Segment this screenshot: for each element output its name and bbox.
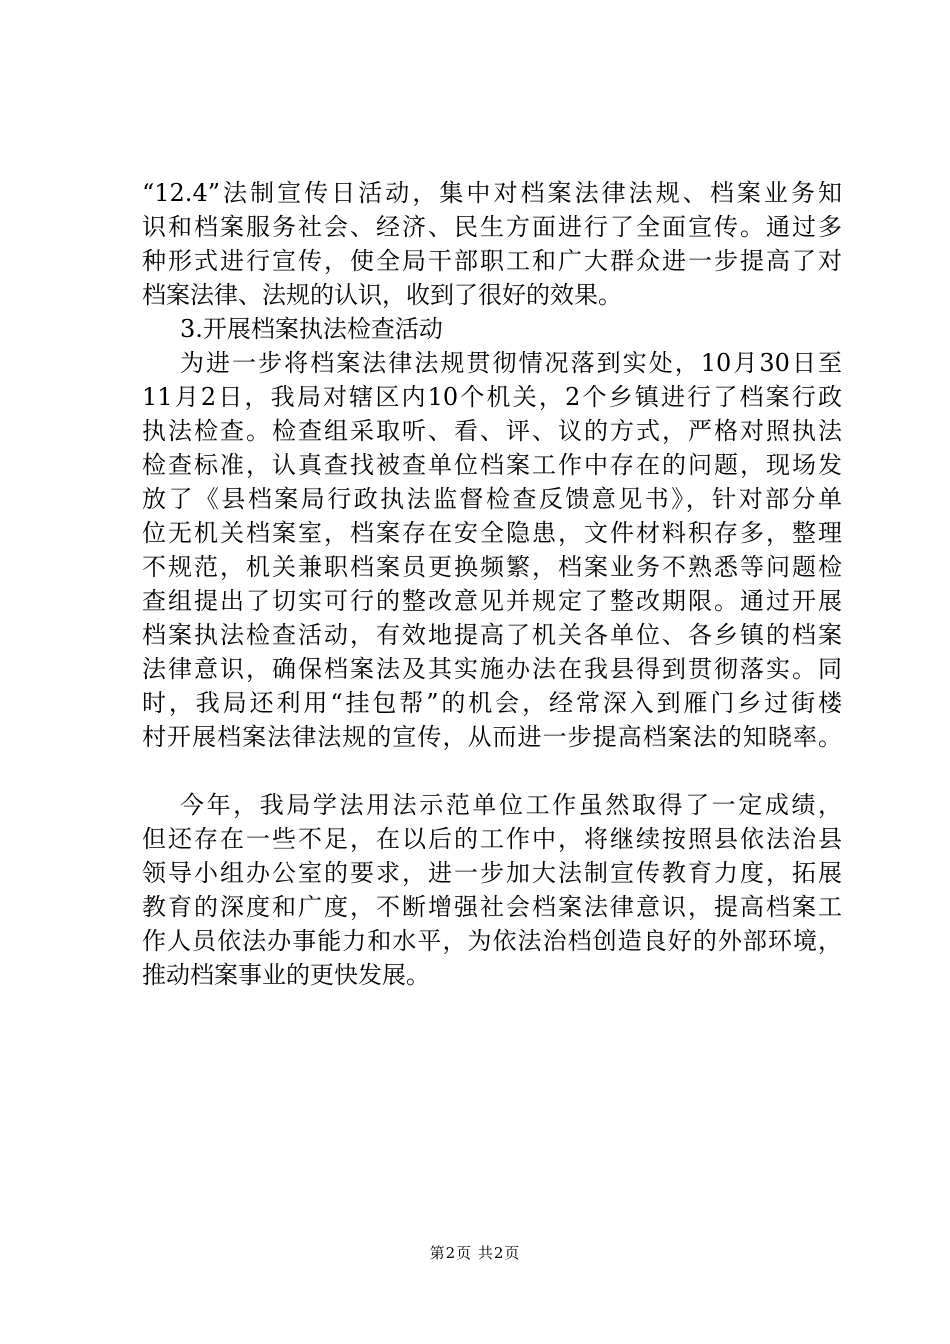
para2-line-6: 位无机关档案室，档案存在安全隐患，文件材料积存多，整理	[142, 519, 842, 547]
para2-line-12: 村开展档案法律法规的宣传，从而进一步提高档案法的知晓率。	[142, 723, 842, 751]
para2-line-1: 为进一步将档案法律法规贯彻情况落到实处，10月30日至	[180, 349, 842, 377]
para2-line-11: 时，我局还利用“挂包帮”的机会，经常深入到雁门乡过街楼	[142, 689, 842, 717]
para1-line-3: 种形式进行宣传，使全局干部职工和广大群众进一步提高了对	[142, 247, 842, 275]
para3-line-6: 推动档案事业的更快发展。	[142, 961, 430, 989]
section-heading-3: 3.开展档案执法检查活动	[180, 315, 443, 343]
page-footer: 第2页 共2页	[429, 1244, 521, 1262]
para1-line-4: 档案法律、法规的认识，收到了很好的效果。	[142, 281, 622, 309]
para3-line-5: 作人员依法办事能力和水平，为依法治档创造良好的外部环境，	[142, 927, 842, 955]
para3-line-2: 但还存在一些不足，在以后的工作中，将继续按照县依法治县	[142, 825, 842, 853]
para2-line-8: 查组提出了切实可行的整改意见并规定了整改期限。通过开展	[142, 587, 842, 615]
para3-line-4: 教育的深度和广度，不断增强社会档案法律意识，提高档案工	[142, 893, 842, 921]
para2-line-10: 法律意识，确保档案法及其实施办法在我县得到贯彻落实。同	[142, 655, 842, 683]
para2-line-5: 放了《县档案局行政执法监督检查反馈意见书》，针对部分单	[142, 485, 842, 513]
para2-line-7: 不规范，机关兼职档案员更换频繁，档案业务不熟悉等问题检	[142, 553, 842, 581]
para3-line-1: 今年，我局学法用法示范单位工作虽然取得了一定成绩，	[180, 791, 842, 819]
para1-line-2: 识和档案服务社会、经济、民生方面进行了全面宣传。通过多	[142, 213, 842, 241]
para2-line-9: 档案执法检查活动，有效地提高了机关各单位、各乡镇的档案	[142, 621, 842, 649]
para3-line-3: 领导小组办公室的要求，进一步加大法制宣传教育力度，拓展	[142, 859, 842, 887]
para2-line-4: 检查标准，认真查找被查单位档案工作中存在的问题，现场发	[142, 451, 842, 479]
para2-line-3: 执法检查。检查组采取听、看、评、议的方式，严格对照执法	[142, 417, 842, 445]
para1-line-1: “12.4”法制宣传日活动，集中对档案法律法规、档案业务知	[142, 179, 842, 207]
para2-line-2: 11月2日，我局对辖区内10个机关，2个乡镇进行了档案行政	[142, 383, 842, 411]
